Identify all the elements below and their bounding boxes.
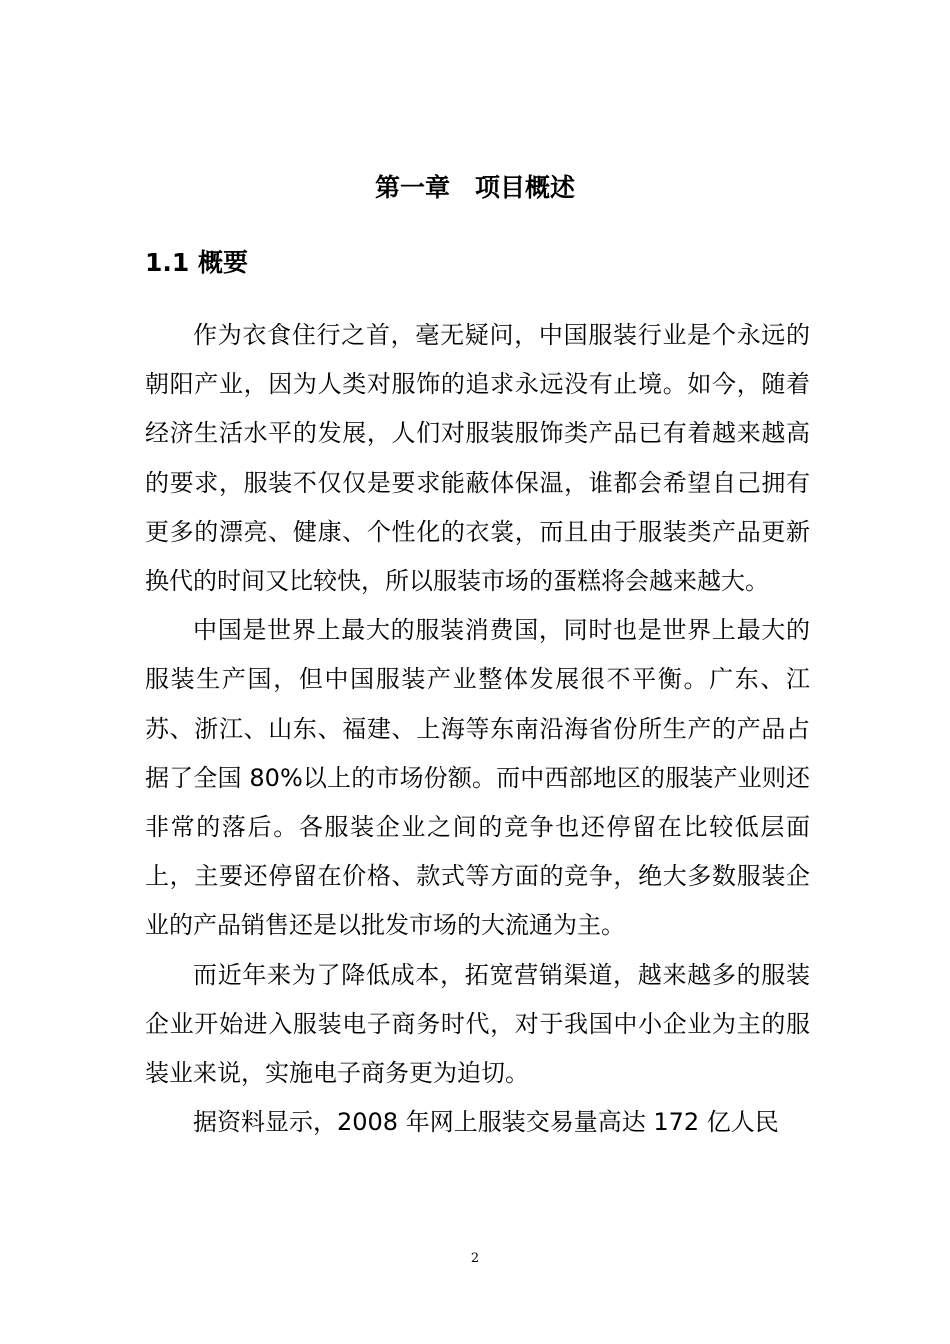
body-text bbox=[145, 311, 810, 1147]
paragraph: 据资料显示，2008 年网上服装交易量高达 172 亿人民 bbox=[193, 1108, 779, 1137]
paragraph: 作为衣食住行之首，毫无疑问，中国服装行业是个永远的朝阳产业，因为人类对服饰的追求永远没有止境。如今，随着经济生活水平的发展，人们对服装服饰类产品已有着越来越高的要求，服装不仅仅是要求能蔽体保温，谁都会希望自己拥有更多的漂亮、健康、个性化的衣裳，而且由于服装类产品更新换代的时间又比较快，所以服装市场的蛋糕将会越来越大。 bbox=[145, 321, 810, 596]
chapter-title: 第一章 项目概述 bbox=[374, 173, 575, 202]
paragraph: 而近年来为了降低成本，拓宽营销渠道，越来越多的服装企业开始进入服装电子商务时代，对于我国中小企业为主的服装业来说，实施电子商务更为迫切。 bbox=[145, 960, 810, 1088]
section-heading: 1.1 概要 bbox=[145, 248, 248, 277]
paragraph: 中国是世界上最大的服装消费国，同时也是世界上最大的服装生产国，但中国服装产业整体发展很不平衡。广东、江苏、浙江、山东、福建、上海等东南沿海省份所生产的产品占据了全国 80%以上的市场份额。而中西部地区的服装产业则还非常的落后。各服装企业之间的竞争也还停留在比较低层面上，主要还停留在价格、款式等方面的竞争，绝大多数服装企业的产品销售还是以批发市场的大流通为主。 bbox=[145, 616, 810, 940]
page-number: 2 bbox=[470, 1251, 480, 1266]
